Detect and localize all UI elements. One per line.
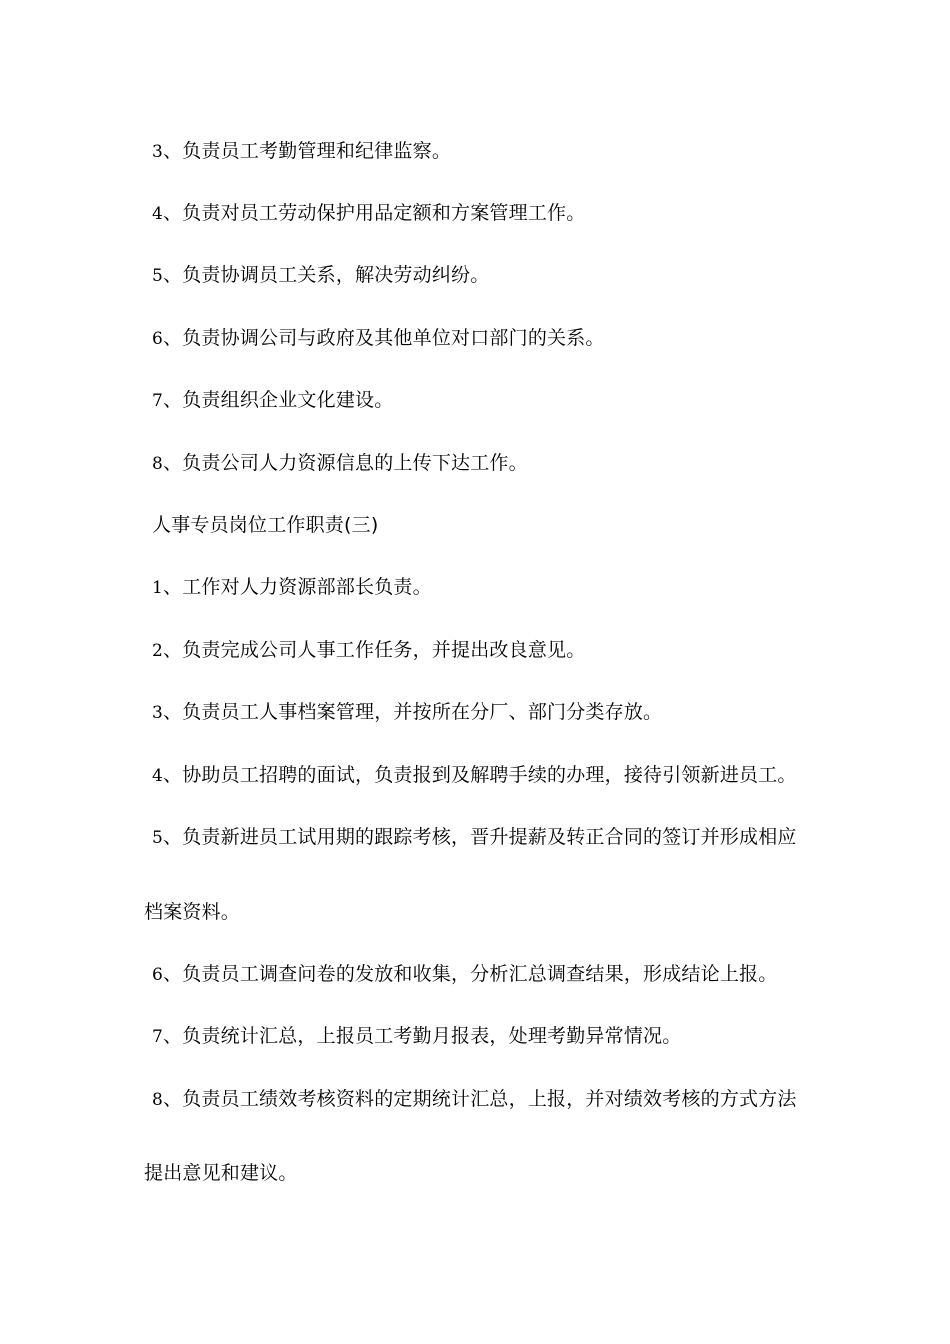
item-number: 1 — [152, 578, 164, 598]
list-item — [152, 1024, 681, 1049]
item-text: 、负责员工绩效考核资料的定期统计汇总，上报，并对绩效考核的方式方法 — [163, 1088, 797, 1110]
item-text: 、负责协调公司与政府及其他单位对口部门的关系。 — [163, 327, 605, 349]
list-item — [152, 638, 585, 663]
item-number: 7 — [152, 1027, 164, 1047]
list-item — [152, 825, 797, 850]
item-number: 4 — [152, 766, 164, 786]
item-text: 、负责公司人力资源信息的上传下达工作。 — [163, 452, 528, 474]
item-text: 、负责员工考勤管理和纪律监察。 — [163, 140, 452, 162]
list-item — [152, 201, 585, 226]
list-item-continuation: 提出意见和建议。 — [144, 1162, 298, 1184]
item-number: 2 — [152, 641, 164, 661]
list-item — [152, 263, 489, 288]
list-item — [152, 451, 528, 476]
list-item — [152, 1087, 797, 1112]
item-number: 6 — [152, 329, 164, 349]
item-text: 、负责组织企业文化建设。 — [163, 389, 394, 411]
item-number: 3 — [152, 142, 164, 162]
list-item — [152, 763, 797, 788]
list-item — [152, 326, 605, 351]
item-text: 、负责统计汇总，上报员工考勤月报表，处理考勤异常情况。 — [163, 1025, 682, 1047]
item-number: 7 — [152, 391, 164, 411]
item-text: 、协助员工招聘的面试，负责报到及解聘手续的办理，接待引领新进员工。 — [163, 764, 797, 786]
list-item-continuation: 档案资料。 — [144, 901, 241, 923]
item-number: 3 — [152, 703, 164, 723]
list-item — [152, 700, 662, 725]
item-number: 8 — [152, 454, 164, 474]
list-item — [152, 575, 432, 600]
item-number: 5 — [152, 828, 164, 848]
section-heading: 人事专员岗位工作职责(三) — [152, 514, 379, 536]
item-number: 6 — [152, 965, 164, 985]
item-text: 、负责对员工劳动保护用品定额和方案管理工作。 — [163, 202, 586, 224]
item-number: 4 — [152, 204, 164, 224]
item-text: 、负责员工人事档案管理，并按所在分厂、部门分类存放。 — [163, 701, 663, 723]
item-text: 、负责完成公司人事工作任务，并提出改良意见。 — [163, 639, 586, 661]
item-text: 、工作对人力资源部部长负责。 — [163, 576, 432, 598]
item-text: 、负责新进员工试用期的跟踪考核，晋升提薪及转正合同的签订并形成相应 — [163, 826, 797, 848]
item-text: 、负责协调员工关系，解决劳动纠纷。 — [163, 264, 490, 286]
item-text: 、负责员工调查问卷的发放和收集，分析汇总调查结果，形成结论上报。 — [163, 963, 778, 985]
list-item — [152, 962, 777, 987]
item-number: 8 — [152, 1090, 164, 1110]
item-number: 5 — [152, 266, 164, 286]
list-item — [152, 139, 451, 164]
list-item — [152, 388, 393, 413]
